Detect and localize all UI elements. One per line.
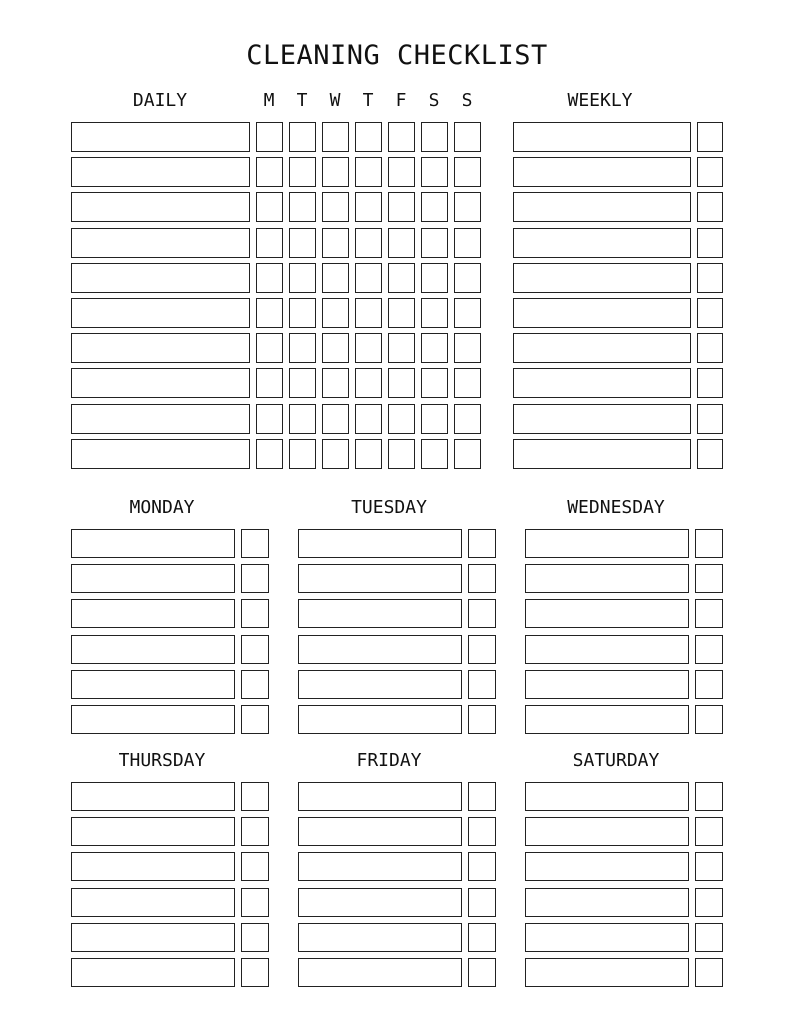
daily-day-checkbox[interactable] xyxy=(388,157,415,187)
monday-checkbox[interactable] xyxy=(241,635,269,664)
wednesday-task-field[interactable] xyxy=(525,635,689,664)
saturday-checkbox[interactable] xyxy=(695,782,723,811)
friday-checkbox[interactable] xyxy=(468,852,496,881)
weekly-checkbox[interactable] xyxy=(697,157,723,187)
daily-day-checkbox[interactable] xyxy=(289,192,316,222)
daily-task-field[interactable] xyxy=(71,333,250,363)
saturday-checkbox[interactable] xyxy=(695,923,723,952)
daily-day-checkbox[interactable] xyxy=(454,439,481,469)
daily-day-checkbox[interactable] xyxy=(289,157,316,187)
day-letter-0: M xyxy=(263,90,275,111)
daily-day-checkbox[interactable] xyxy=(289,368,316,398)
daily-day-checkbox[interactable] xyxy=(289,298,316,328)
thursday-task-field[interactable] xyxy=(71,782,235,811)
monday-task-field[interactable] xyxy=(71,529,235,558)
wednesday-task-field[interactable] xyxy=(525,599,689,628)
monday-task-field[interactable] xyxy=(71,705,235,734)
daily-day-checkbox[interactable] xyxy=(289,333,316,363)
daily-day-checkbox[interactable] xyxy=(388,404,415,434)
daily-day-checkbox[interactable] xyxy=(388,439,415,469)
daily-day-checkbox[interactable] xyxy=(322,333,349,363)
daily-day-checkbox[interactable] xyxy=(355,404,382,434)
day-letter-2: W xyxy=(329,90,341,111)
daily-day-checkbox[interactable] xyxy=(322,298,349,328)
daily-day-checkbox[interactable] xyxy=(355,192,382,222)
daily-day-checkbox[interactable] xyxy=(322,439,349,469)
daily-task-field[interactable] xyxy=(71,404,250,434)
tuesday-checkbox[interactable] xyxy=(468,599,496,628)
monday-checkbox[interactable] xyxy=(241,529,269,558)
daily-day-checkbox[interactable] xyxy=(388,263,415,293)
tuesday-checkbox[interactable] xyxy=(468,705,496,734)
daily-day-checkbox[interactable] xyxy=(256,122,283,152)
monday-checkbox[interactable] xyxy=(241,670,269,699)
daily-day-checkbox[interactable] xyxy=(421,192,448,222)
daily-task-field[interactable] xyxy=(71,439,250,469)
daily-day-checkbox[interactable] xyxy=(355,228,382,258)
wednesday-checkbox[interactable] xyxy=(695,529,723,558)
daily-day-checkbox[interactable] xyxy=(388,368,415,398)
daily-day-checkbox[interactable] xyxy=(454,263,481,293)
friday-task-field[interactable] xyxy=(298,958,462,987)
saturday-checkbox[interactable] xyxy=(695,958,723,987)
monday-header: MONDAY xyxy=(129,497,195,518)
daily-day-checkbox[interactable] xyxy=(421,263,448,293)
weekly-task-field[interactable] xyxy=(513,333,691,363)
tuesday-task-field[interactable] xyxy=(298,670,462,699)
weekly-task-field[interactable] xyxy=(513,228,691,258)
friday-task-field[interactable] xyxy=(298,852,462,881)
wednesday-header: WEDNESDAY xyxy=(567,497,665,518)
weekly-task-field[interactable] xyxy=(513,404,691,434)
daily-day-checkbox[interactable] xyxy=(454,298,481,328)
tuesday-task-field[interactable] xyxy=(298,529,462,558)
saturday-task-field[interactable] xyxy=(525,888,689,917)
weekly-task-field[interactable] xyxy=(513,368,691,398)
wednesday-checkbox[interactable] xyxy=(695,705,723,734)
tuesday-checkbox[interactable] xyxy=(468,635,496,664)
daily-day-checkbox[interactable] xyxy=(289,228,316,258)
daily-day-checkbox[interactable] xyxy=(421,298,448,328)
friday-task-field[interactable] xyxy=(298,888,462,917)
daily-day-checkbox[interactable] xyxy=(289,439,316,469)
daily-day-checkbox[interactable] xyxy=(355,263,382,293)
daily-day-checkbox[interactable] xyxy=(421,368,448,398)
daily-day-checkbox[interactable] xyxy=(454,404,481,434)
daily-day-checkbox[interactable] xyxy=(454,122,481,152)
weekly-checkbox[interactable] xyxy=(697,192,723,222)
daily-task-field[interactable] xyxy=(71,122,250,152)
wednesday-checkbox[interactable] xyxy=(695,670,723,699)
saturday-checkbox[interactable] xyxy=(695,817,723,846)
page-title: CLEANING CHECKLIST xyxy=(246,40,548,71)
wednesday-task-field[interactable] xyxy=(525,670,689,699)
wednesday-checkbox[interactable] xyxy=(695,635,723,664)
monday-task-field[interactable] xyxy=(71,670,235,699)
daily-day-checkbox[interactable] xyxy=(454,368,481,398)
friday-checkbox[interactable] xyxy=(468,923,496,952)
monday-task-field[interactable] xyxy=(71,599,235,628)
daily-day-checkbox[interactable] xyxy=(454,157,481,187)
weekly-task-field[interactable] xyxy=(513,192,691,222)
weekly-checkbox[interactable] xyxy=(697,333,723,363)
daily-task-field[interactable] xyxy=(71,368,250,398)
daily-header: DAILY xyxy=(132,90,188,111)
weekly-checkbox[interactable] xyxy=(697,439,723,469)
weekly-checkbox[interactable] xyxy=(697,263,723,293)
tuesday-task-field[interactable] xyxy=(298,705,462,734)
daily-day-checkbox[interactable] xyxy=(256,157,283,187)
daily-day-checkbox[interactable] xyxy=(355,439,382,469)
saturday-checkbox[interactable] xyxy=(695,888,723,917)
daily-day-checkbox[interactable] xyxy=(421,228,448,258)
wednesday-checkbox[interactable] xyxy=(695,564,723,593)
daily-day-checkbox[interactable] xyxy=(454,333,481,363)
tuesday-checkbox[interactable] xyxy=(468,564,496,593)
thursday-task-field[interactable] xyxy=(71,958,235,987)
friday-checkbox[interactable] xyxy=(468,888,496,917)
daily-day-checkbox[interactable] xyxy=(322,228,349,258)
daily-day-checkbox[interactable] xyxy=(421,333,448,363)
daily-task-field[interactable] xyxy=(71,157,250,187)
wednesday-task-field[interactable] xyxy=(525,705,689,734)
daily-day-checkbox[interactable] xyxy=(322,122,349,152)
thursday-task-field[interactable] xyxy=(71,852,235,881)
daily-day-checkbox[interactable] xyxy=(322,192,349,222)
daily-day-checkbox[interactable] xyxy=(421,122,448,152)
daily-day-checkbox[interactable] xyxy=(256,228,283,258)
daily-day-checkbox[interactable] xyxy=(454,228,481,258)
friday-header: FRIDAY xyxy=(356,750,422,771)
daily-day-checkbox[interactable] xyxy=(421,404,448,434)
daily-day-checkbox[interactable] xyxy=(322,368,349,398)
weekly-task-field[interactable] xyxy=(513,439,691,469)
saturday-checkbox[interactable] xyxy=(695,852,723,881)
monday-checkbox[interactable] xyxy=(241,564,269,593)
daily-day-checkbox[interactable] xyxy=(388,333,415,363)
saturday-task-field[interactable] xyxy=(525,852,689,881)
saturday-header: SATURDAY xyxy=(572,750,660,771)
tuesday-task-field[interactable] xyxy=(298,635,462,664)
daily-day-checkbox[interactable] xyxy=(256,192,283,222)
daily-day-checkbox[interactable] xyxy=(256,368,283,398)
weekly-checkbox[interactable] xyxy=(697,368,723,398)
tuesday-header: TUESDAY xyxy=(351,497,427,518)
daily-day-checkbox[interactable] xyxy=(289,122,316,152)
tuesday-checkbox[interactable] xyxy=(468,529,496,558)
friday-checkbox[interactable] xyxy=(468,782,496,811)
weekly-task-field[interactable] xyxy=(513,263,691,293)
weekly-task-field[interactable] xyxy=(513,157,691,187)
daily-task-field[interactable] xyxy=(71,192,250,222)
day-letter-4: F xyxy=(395,90,407,111)
monday-task-field[interactable] xyxy=(71,564,235,593)
thursday-checkbox[interactable] xyxy=(241,923,269,952)
thursday-task-field[interactable] xyxy=(71,817,235,846)
wednesday-task-field[interactable] xyxy=(525,564,689,593)
weekly-checkbox[interactable] xyxy=(697,228,723,258)
daily-day-checkbox[interactable] xyxy=(355,333,382,363)
monday-checkbox[interactable] xyxy=(241,705,269,734)
monday-task-field[interactable] xyxy=(71,635,235,664)
daily-day-checkbox[interactable] xyxy=(454,192,481,222)
daily-day-checkbox[interactable] xyxy=(421,157,448,187)
day-letter-6: S xyxy=(461,90,473,111)
friday-checkbox[interactable] xyxy=(468,958,496,987)
daily-day-checkbox[interactable] xyxy=(256,404,283,434)
daily-day-checkbox[interactable] xyxy=(355,368,382,398)
saturday-task-field[interactable] xyxy=(525,782,689,811)
daily-day-checkbox[interactable] xyxy=(256,263,283,293)
daily-day-checkbox[interactable] xyxy=(355,157,382,187)
daily-day-checkbox[interactable] xyxy=(256,298,283,328)
friday-task-field[interactable] xyxy=(298,923,462,952)
tuesday-checkbox[interactable] xyxy=(468,670,496,699)
weekly-task-field[interactable] xyxy=(513,298,691,328)
daily-day-checkbox[interactable] xyxy=(355,298,382,328)
saturday-task-field[interactable] xyxy=(525,958,689,987)
daily-day-checkbox[interactable] xyxy=(388,192,415,222)
daily-day-checkbox[interactable] xyxy=(289,263,316,293)
daily-day-checkbox[interactable] xyxy=(256,439,283,469)
wednesday-task-field[interactable] xyxy=(525,529,689,558)
tuesday-task-field[interactable] xyxy=(298,564,462,593)
day-letter-3: T xyxy=(362,90,374,111)
friday-task-field[interactable] xyxy=(298,817,462,846)
monday-checkbox[interactable] xyxy=(241,599,269,628)
thursday-checkbox[interactable] xyxy=(241,817,269,846)
weekly-checkbox[interactable] xyxy=(697,298,723,328)
weekly-header: WEEKLY xyxy=(567,90,633,111)
thursday-checkbox[interactable] xyxy=(241,958,269,987)
weekly-checkbox[interactable] xyxy=(697,404,723,434)
weekly-checkbox[interactable] xyxy=(697,122,723,152)
tuesday-task-field[interactable] xyxy=(298,599,462,628)
daily-day-checkbox[interactable] xyxy=(322,404,349,434)
daily-day-checkbox[interactable] xyxy=(322,157,349,187)
daily-day-checkbox[interactable] xyxy=(421,439,448,469)
thursday-checkbox[interactable] xyxy=(241,888,269,917)
weekly-task-field[interactable] xyxy=(513,122,691,152)
day-letter-1: T xyxy=(296,90,308,111)
daily-day-checkbox[interactable] xyxy=(256,333,283,363)
daily-day-checkbox[interactable] xyxy=(388,228,415,258)
daily-day-checkbox[interactable] xyxy=(355,122,382,152)
thursday-checkbox[interactable] xyxy=(241,782,269,811)
daily-day-checkbox[interactable] xyxy=(388,298,415,328)
wednesday-checkbox[interactable] xyxy=(695,599,723,628)
daily-day-checkbox[interactable] xyxy=(388,122,415,152)
friday-checkbox[interactable] xyxy=(468,817,496,846)
day-letter-5: S xyxy=(428,90,440,111)
saturday-task-field[interactable] xyxy=(525,817,689,846)
thursday-task-field[interactable] xyxy=(71,923,235,952)
saturday-task-field[interactable] xyxy=(525,923,689,952)
daily-task-field[interactable] xyxy=(71,228,250,258)
daily-task-field[interactable] xyxy=(71,263,250,293)
thursday-checkbox[interactable] xyxy=(241,852,269,881)
daily-day-checkbox[interactable] xyxy=(289,404,316,434)
daily-task-field[interactable] xyxy=(71,298,250,328)
friday-task-field[interactable] xyxy=(298,782,462,811)
thursday-header: THURSDAY xyxy=(118,750,206,771)
daily-day-checkbox[interactable] xyxy=(322,263,349,293)
thursday-task-field[interactable] xyxy=(71,888,235,917)
